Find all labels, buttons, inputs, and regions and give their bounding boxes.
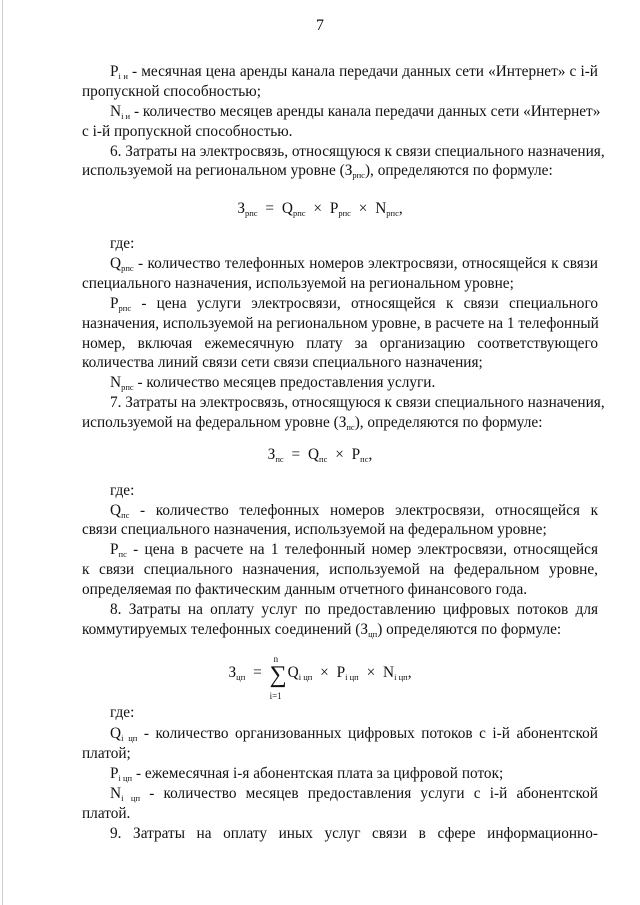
text-line: специального назначения, используемой на региональном уровне;: [82, 275, 514, 292]
text-line: номер, включая ежемесячную плату за организацию соответствующего: [82, 335, 598, 352]
text-line: используемой на федеральном уровне $(З_{пс})$, определяются по формуле:: [82, 414, 543, 432]
text-line: $Q_{рпс}$ - количество телефонных номеров электросвязи, относящейся к связи: [110, 255, 598, 273]
sum-symbol: n ∑ i=1: [269, 654, 287, 701]
section-9-heading: 9. Затраты на оплату иных услуг связи в сфере информационно-: [110, 825, 598, 842]
text-line: пропускной способностью;: [82, 83, 261, 100]
where-label: где:: [110, 704, 135, 721]
text-line: платой;: [82, 745, 131, 762]
text-line: используемой на региональном уровне $(З_{рпс})$, определяются по формуле:: [82, 162, 553, 180]
where-label: где:: [110, 482, 135, 499]
formula-section-6: $З_{рпс} = Q_{рпс} \times P_{рпс} \times N_{рпс}$,: [237, 200, 403, 218]
formula-section-7: $З_{пс} = Q_{пс} \times P_{пс}$,: [267, 446, 373, 464]
where-label: где:: [110, 235, 135, 252]
page-number: 7: [316, 17, 324, 34]
text-line: назначения, используемой на региональном уровне, в расчете на 1 телефонный: [82, 315, 599, 332]
text-line: определяемая по фактическим данным отчетного финансового года.: [82, 581, 528, 598]
text-line: $N_{рпс}$ - количество месяцев предоставления услуги.: [110, 374, 436, 392]
section-7-heading: 7. Затраты на электросвязь, относящуюся к связи специального назначения,: [110, 394, 605, 411]
text-line: $P_{i и}$ - месячная цена аренды канала передачи данных сети «Интернет» с i-й: [110, 63, 598, 81]
text-line: $N_{i и}$ - количество месяцев аренды канала передачи данных сети «Интернет»: [110, 103, 601, 121]
formula-section-8: $З_{цп}$ = n ∑ i=1 $Q_{i цп} \times P_{i цп} \times N_{i цп}$,: [228, 654, 412, 701]
text-line: коммутируемых телефонных соединений $(З_{цп})$ определяются по формуле:: [82, 621, 562, 639]
section-8-heading: 8. Затраты на оплату услуг по предоставлению цифровых потоков для: [110, 601, 598, 618]
text-line: $N_{i цп}$ - количество месяцев предоставления услуги с i-й абонентской: [110, 785, 598, 803]
text-line: $P_{рпс}$ - цена услуги электросвязи, относящейся к связи специального: [110, 295, 598, 313]
text-line: $P_{пс}$ - цена в расчете на 1 телефонный номер электросвязи, относящейся: [110, 541, 598, 559]
text-line: $Q_{пс}$ - количество телефонных номеров электросвязи, относящейся к: [110, 502, 598, 520]
text-line: связи специального назначения, используемой на федеральном уровне;: [82, 521, 547, 538]
text-line: платой.: [82, 805, 131, 822]
section-6-heading: 6. Затраты на электросвязь, относящуюся к связи специального назначения,: [110, 143, 605, 160]
text-line: к связи специального назначения, используемой на федеральном уровне,: [82, 561, 598, 578]
text-line: с i-й пропускной способностью.: [82, 123, 293, 140]
text-line: $P_{i цп}$ - ежемесячная i-я абонентская плата за цифровой поток;: [110, 765, 504, 783]
text-line: количества линий связи сети связи специального назначения;: [82, 354, 483, 371]
text-line: $Q_{i цп}$ - количество организованных цифровых потоков с i-й абонентской: [110, 725, 598, 743]
